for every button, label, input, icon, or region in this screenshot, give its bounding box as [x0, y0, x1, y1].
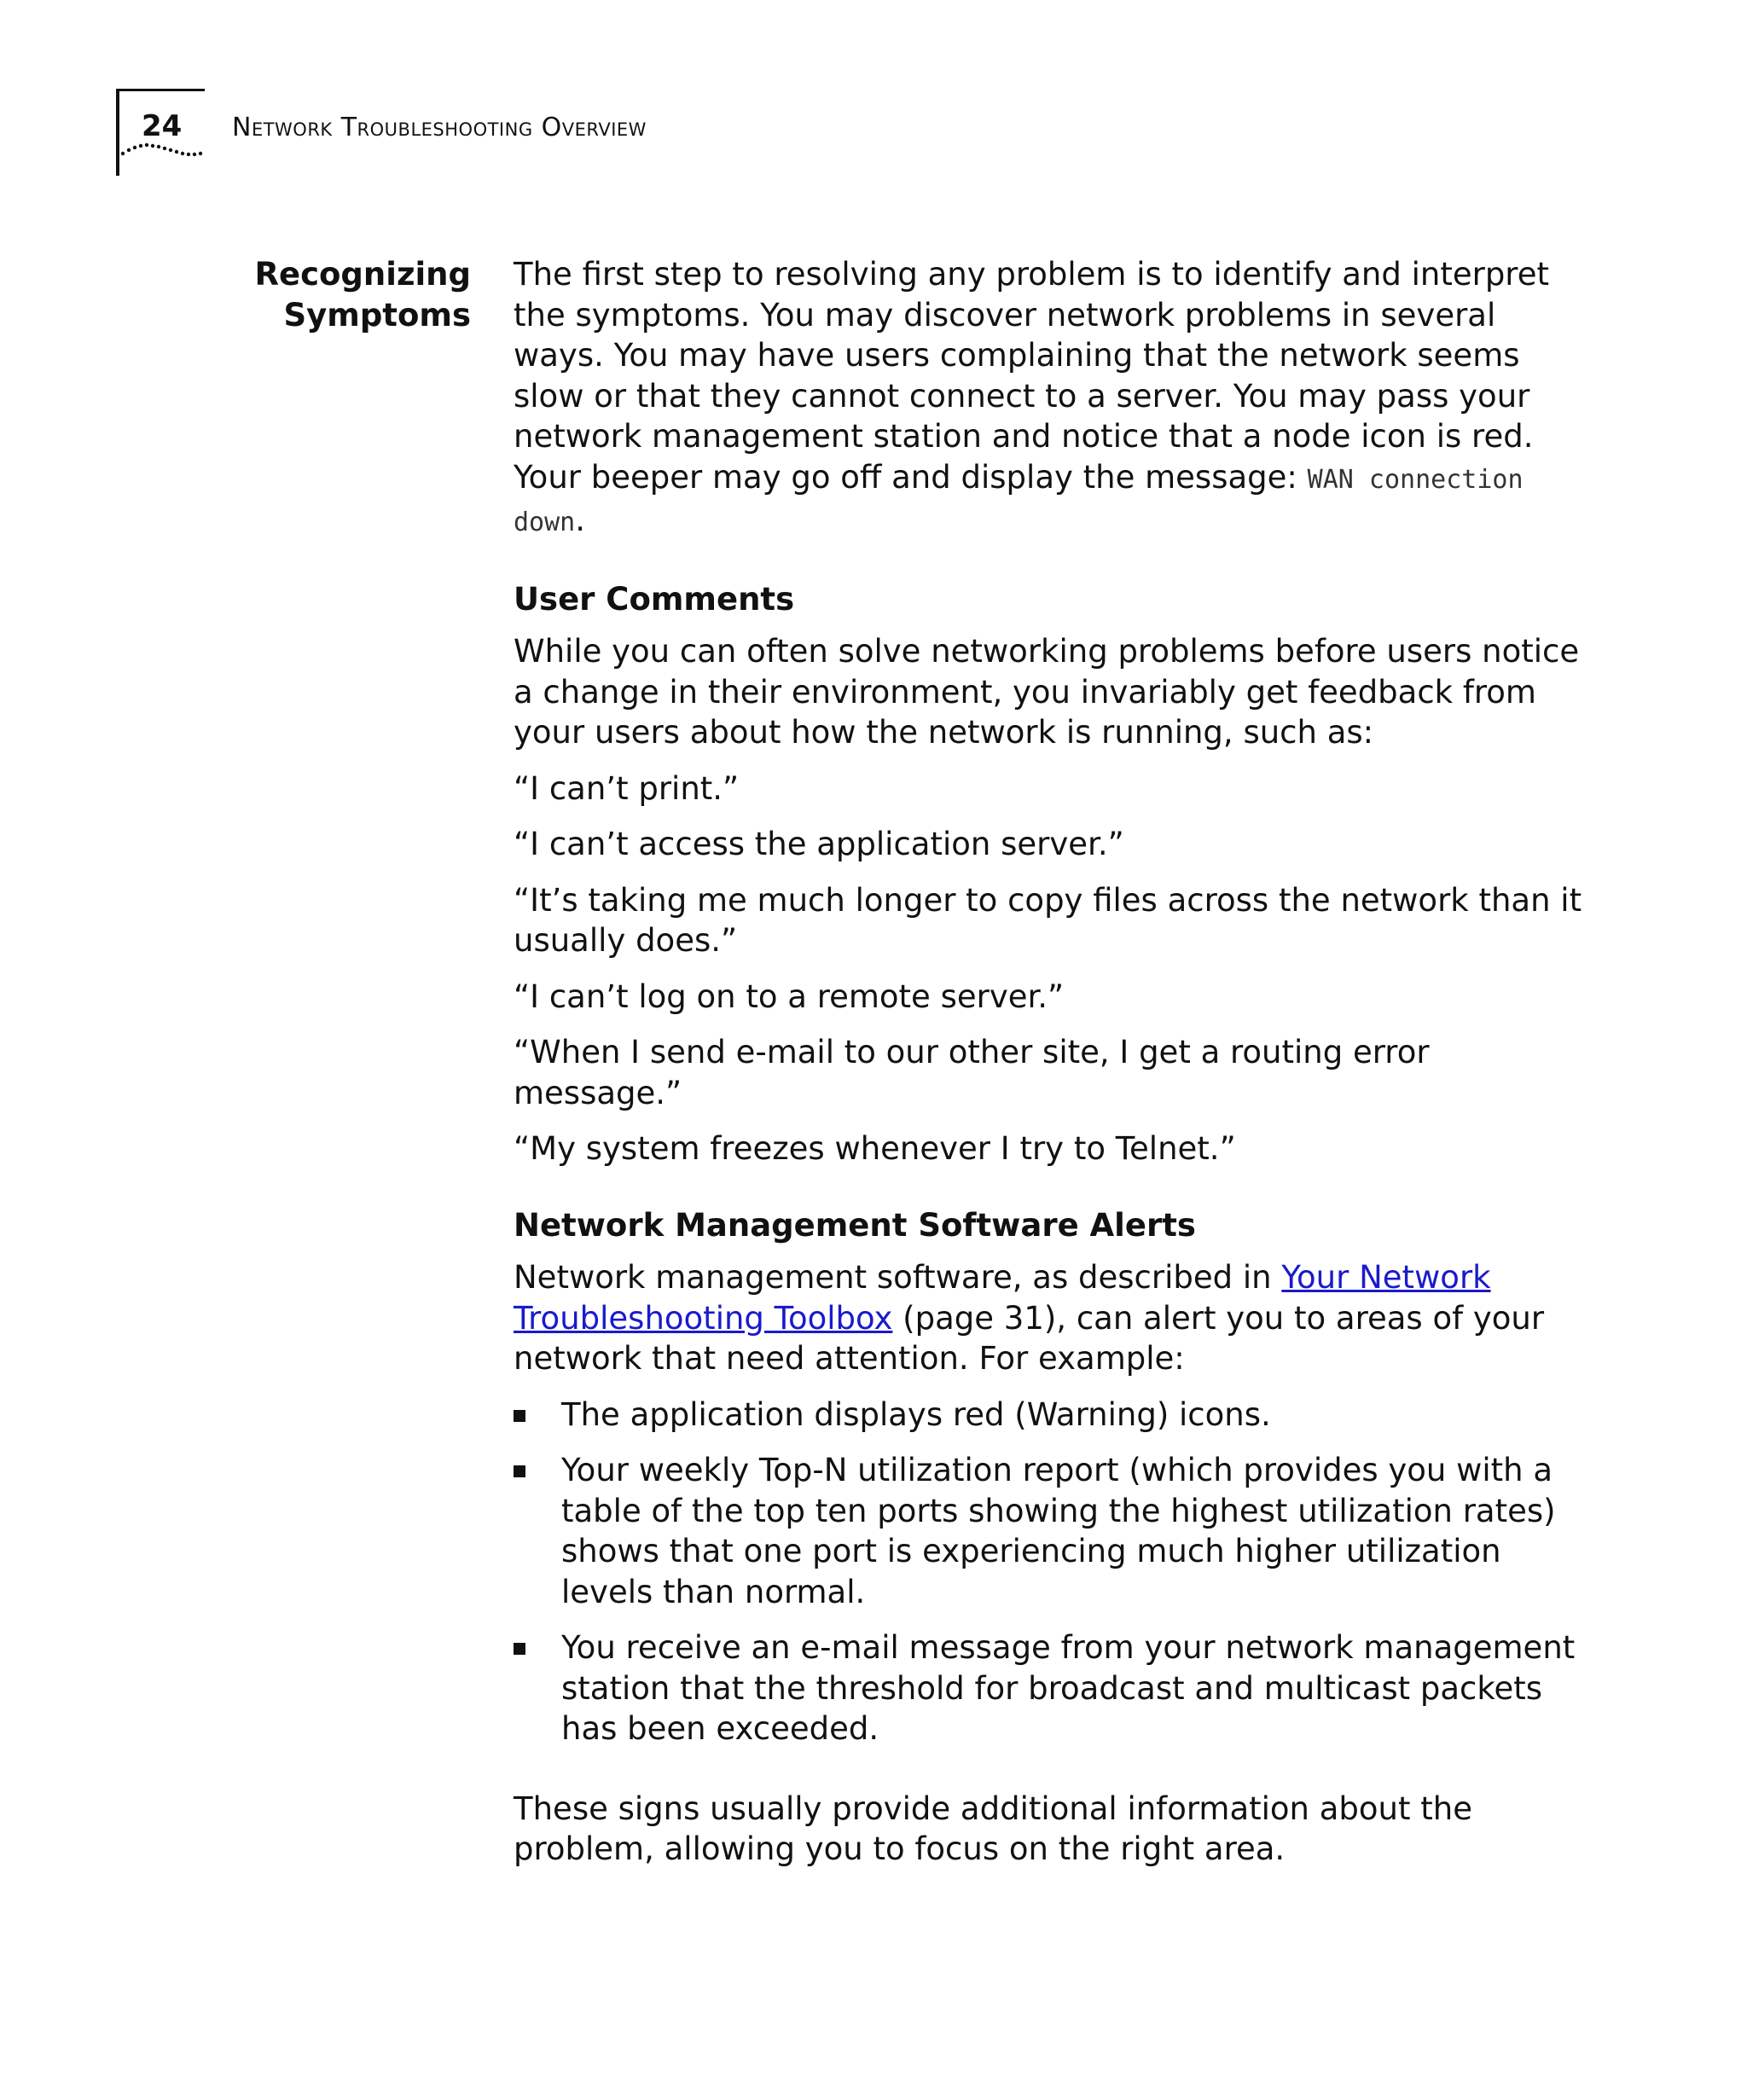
- main-body: [514, 254, 1588, 1885]
- user-quote: “My system freezes whenever I try to Telnet.”: [514, 1130, 1236, 1167]
- user-quote: “When I send e-mail to our other site, I get a routing error message.”: [514, 1034, 1430, 1111]
- bullet-text: You receive an e-mail message from your network management station that the threshold for broadcast and multicast packets has been exceeded.: [561, 1629, 1576, 1747]
- user-comments-heading: User Comments: [514, 580, 795, 618]
- user-quote: “I can’t print.”: [514, 769, 740, 807]
- corner-vertical-rule: [116, 89, 119, 176]
- intro-end: .: [575, 502, 586, 538]
- square-bullet-icon: [514, 1410, 525, 1422]
- user-comments-intro: While you can often solve networking problems before users notice a change in their environment, you invariably get feedback from your users about how the network is running, such as:: [514, 633, 1580, 751]
- list-item: [514, 1450, 1588, 1612]
- alerts-bullet-list: [514, 1395, 1588, 1749]
- bullet-text: Your weekly Top-N utilization report (which provides you with a table of the top ten ports showing the highest utilization rates) shows that one port is experiencing much higher utilization levels than normal.: [561, 1452, 1556, 1610]
- section-side-heading: [215, 254, 471, 336]
- running-header-title: Network Troubleshooting Overview: [232, 113, 647, 142]
- intro-text: The first step to resolving any problem is to identify and interpret the symptoms. You may discover network problems in several ways. You may have users complaining that the network seems slow or that they cannot connect to a server. You may pass your network management station and notice that a node icon is red. Your beeper may go off and display the message:: [514, 256, 1549, 496]
- alerts-heading: Network Management Software Alerts: [514, 1206, 1196, 1244]
- wan-message-code: WAN connection down: [514, 464, 1524, 537]
- list-item: [514, 1395, 1588, 1436]
- user-quote: “I can’t log on to a remote server.”: [514, 977, 1065, 1015]
- square-bullet-icon: [514, 1643, 525, 1655]
- alerts-intro-after-link: (page 31), can alert you to areas of your network that need attention. For example:: [514, 1299, 1545, 1377]
- list-item: [514, 1627, 1588, 1749]
- closing-paragraph: These signs usually provide additional information about the problem, allowing you to focus on the right area.: [514, 1790, 1472, 1867]
- side-heading-line-1: Recognizing: [254, 256, 471, 293]
- page-number: 24: [142, 109, 183, 143]
- user-quote: “I can’t access the application server.”: [514, 826, 1124, 862]
- square-bullet-icon: [514, 1465, 525, 1477]
- bullet-text: The application displays red (Warning) icons.: [561, 1395, 1271, 1433]
- side-heading-line-2: Symptoms: [283, 297, 471, 334]
- toolbox-link[interactable]: Your Network Troubleshooting Toolbox: [514, 1259, 1491, 1337]
- alerts-intro-before-link: Network management software, as described in: [514, 1259, 1282, 1296]
- intro-paragraph: [514, 254, 1588, 543]
- corner-horizontal-rule: [116, 89, 205, 91]
- alerts-intro: [514, 1257, 1588, 1379]
- user-quote: “It’s taking me much longer to copy files across the network than it usually does.”: [514, 881, 1582, 959]
